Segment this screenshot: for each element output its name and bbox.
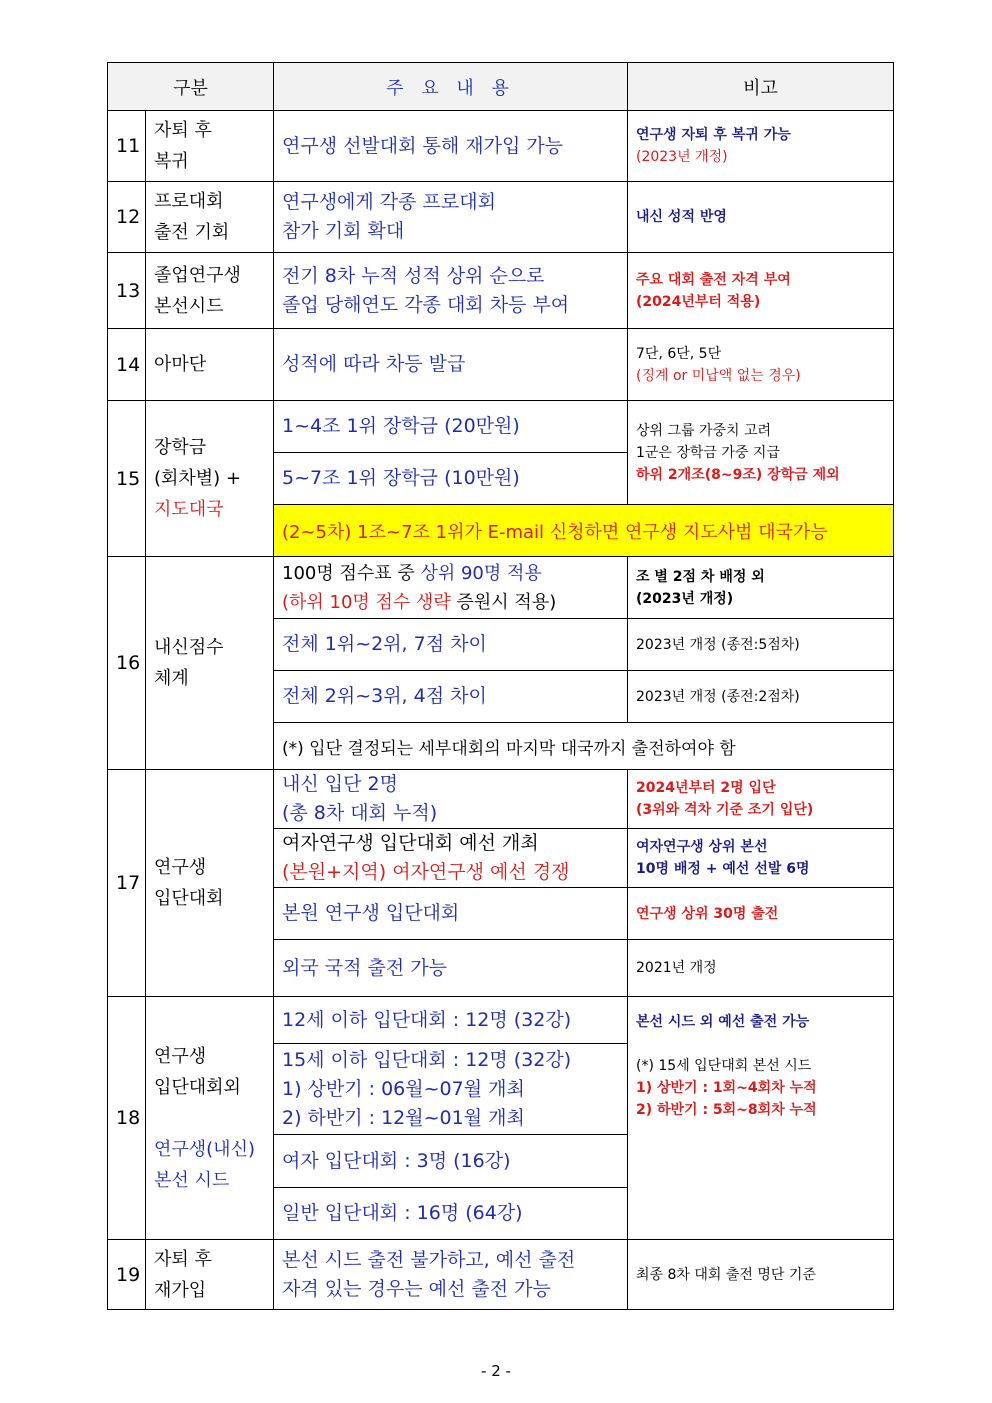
row-number: 17 — [108, 770, 146, 997]
row-remark: 연구생 상위 30명 출전 — [628, 888, 894, 940]
header-main-content: 주 요 내 용 — [274, 63, 628, 111]
row-number: 19 — [108, 1240, 146, 1310]
row-category: 자퇴 후 복귀 — [146, 111, 274, 182]
row-content: 본선 시드 출전 불가하고, 예선 출전 자격 있는 경우는 예선 출전 가능 — [274, 1240, 628, 1310]
row-remark: 연구생 자퇴 후 복귀 가능 (2023년 개정) — [628, 111, 894, 182]
table-row — [108, 329, 894, 401]
row-remark: 조 별 2점 차 배정 외 (2023년 개정) — [628, 557, 894, 619]
row-content: 내신 입단 2명 (총 8차 대회 누적) — [274, 770, 628, 829]
header-remarks: 비고 — [628, 63, 894, 111]
row-category: 아마단 — [146, 329, 274, 401]
row-category: 프로대회 출전 기회 — [146, 182, 274, 253]
row-footnote: (*) 입단 결정되는 세부대회의 마지막 대국까지 출전하여야 함 — [274, 723, 894, 770]
row-number: 12 — [108, 182, 146, 253]
table-row — [108, 770, 894, 829]
row-number: 14 — [108, 329, 146, 401]
row-content: 여자연구생 입단대회 예선 개최 (본원+지역) 여자연구생 예선 경쟁 — [274, 829, 628, 888]
row-remark: 7단, 6단, 5단 (징계 or 미납액 없는 경우) — [628, 329, 894, 401]
row-content: 1~4조 1위 장학금 (20만원) — [274, 401, 628, 453]
row-remark: 본선 시드 외 예선 출전 가능 (*) 15세 입단대회 본선 시드 1) 상반기 : 1회~4회차 누적 2) 하반기 : 5회~8회차 누적 — [628, 997, 894, 1240]
row-number: 16 — [108, 557, 146, 770]
row-content: 성적에 따라 차등 발급 — [274, 329, 628, 401]
row-content: 일반 입단대회 : 16명 (64강) — [274, 1188, 628, 1240]
row-category: 자퇴 후 재가입 — [146, 1240, 274, 1310]
row-content: 연구생 선발대회 통해 재가입 가능 — [274, 111, 628, 182]
row-category: 장학금 (회차별) + 지도대국 — [146, 401, 274, 557]
table-row — [108, 557, 894, 619]
row-remark: 내신 성적 반영 — [628, 182, 894, 253]
row-category: 연구생 입단대회외 연구생(내신) 본선 시드 — [146, 997, 274, 1240]
row-number: 15 — [108, 401, 146, 557]
regulation-table — [107, 62, 894, 1310]
row-content: 전기 8차 누적 성적 상위 순으로 졸업 당해연도 각종 대회 차등 부여 — [274, 253, 628, 329]
row-content: 외국 국적 출전 가능 — [274, 940, 628, 997]
row-content: 전체 2위~3위, 4점 차이 — [274, 671, 628, 723]
row-remark: 2024년부터 2명 입단 (3위와 격차 기준 조기 입단) — [628, 770, 894, 829]
row-remark: 여자연구생 상위 본선 10명 배정 + 예선 선발 6명 — [628, 829, 894, 888]
table-row — [108, 1240, 894, 1310]
row-remark: 상위 그룹 가중치 고려 1군은 장학금 가중 지급 하위 2개조(8~9조) 장학금 제외 — [628, 401, 894, 505]
row-category: 연구생 입단대회 — [146, 770, 274, 997]
row-content: 15세 이하 입단대회 : 12명 (32강) 1) 상반기 : 06월~07월 개최 2) 하반기 : 12월~01월 개최 — [274, 1044, 628, 1135]
row-content: 여자 입단대회 : 3명 (16강) — [274, 1135, 628, 1188]
table-row — [108, 401, 894, 453]
row-number: 13 — [108, 253, 146, 329]
row-category: 졸업연구생 본선시드 — [146, 253, 274, 329]
row-content: 연구생에게 각종 프로대회 참가 기회 확대 — [274, 182, 628, 253]
row-content: 5~7조 1위 장학금 (10만원) — [274, 453, 628, 505]
table-header-row — [108, 63, 894, 111]
row-content: 본원 연구생 입단대회 — [274, 888, 628, 940]
row-remark: 주요 대회 출전 자격 부여 (2024년부터 적용) — [628, 253, 894, 329]
row-content: 12세 이하 입단대회 : 12명 (32강) — [274, 997, 628, 1044]
row-remark: 최종 8차 대회 출전 명단 기준 — [628, 1240, 894, 1310]
table-row — [108, 253, 894, 329]
row-content: 전체 1위~2위, 7점 차이 — [274, 619, 628, 671]
highlight-notice: (2~5차) 1조~7조 1위가 E-mail 신청하면 연구생 지도사범 대국가능 — [274, 505, 894, 557]
row-category: 내신점수 체계 — [146, 557, 274, 770]
row-number: 18 — [108, 997, 146, 1240]
row-remark: 2023년 개정 (종전:5점차) — [628, 619, 894, 671]
row-content: 100명 점수표 중 상위 90명 적용 (하위 10명 점수 생략 증원시 적용) — [274, 557, 628, 619]
table-row — [108, 111, 894, 182]
row-remark: 2021년 개정 — [628, 940, 894, 997]
row-number: 11 — [108, 111, 146, 182]
table-row — [108, 997, 894, 1044]
row-remark: 2023년 개정 (종전:2점차) — [628, 671, 894, 723]
page-number: - 2 - — [481, 1362, 511, 1380]
table-row — [108, 182, 894, 253]
header-category: 구분 — [108, 63, 274, 111]
